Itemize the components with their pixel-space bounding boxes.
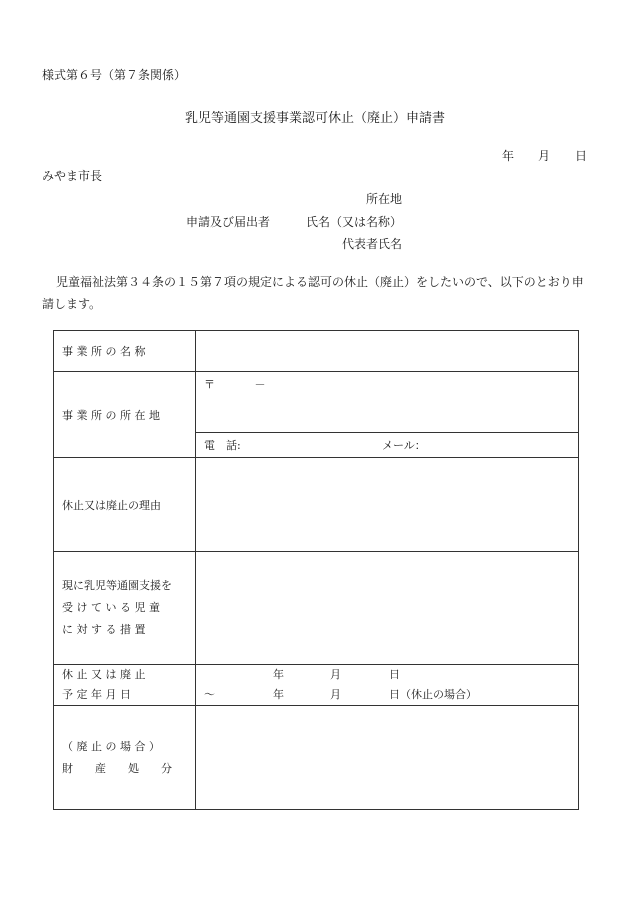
measures-row [54, 552, 579, 665]
applicant-label: 申請及び届出者 [186, 215, 271, 229]
reason-label-cell [54, 458, 196, 552]
reason-input-cell[interactable] [196, 458, 579, 552]
facility-address-label-cell [54, 372, 196, 458]
measures-label-cell [54, 552, 196, 665]
measures-input-cell[interactable] [196, 552, 579, 665]
date-month-label: 月 [538, 149, 551, 163]
reason-row [54, 458, 579, 552]
facility-address-row [54, 372, 579, 433]
document-title: 乳児等通園支援事業認可休止（廃止）申請書 [184, 111, 445, 126]
facility-name-input-cell[interactable] [196, 331, 579, 372]
applicant-representative-label: 代表者氏名 [342, 237, 403, 251]
facility-name-label-cell [54, 331, 196, 372]
applicant-address-label: 所在地 [366, 192, 403, 206]
addressee: みやま市長 [42, 169, 103, 183]
form-number: 様式第６号（第７条関係） [42, 68, 187, 82]
schedule-end-year: 年 [273, 688, 284, 701]
disposal-label-cell [54, 706, 196, 810]
application-form-table [53, 330, 579, 810]
measures-label-line-3: に 対 す る 措 置 [62, 623, 146, 636]
measures-label-line-2: 受 け て い る 児 童 [62, 601, 160, 614]
facility-name-label: 事 業 所 の 名 称 [62, 345, 146, 358]
facility-address-label: 事 業 所 の 所 在 地 [62, 408, 160, 422]
schedule-end-day-note: 日（休止の場合） [389, 688, 477, 701]
measures-label-line-1: 現に乳児等通園支援を [62, 579, 172, 592]
schedule-row [54, 665, 579, 706]
schedule-end-month: 月 [330, 688, 341, 701]
disposal-label-line-2: 財 産 処 分 [62, 761, 172, 775]
schedule-label-cell [54, 665, 196, 706]
contact-input-cell[interactable] [196, 433, 579, 458]
date-day-label: 日 [575, 149, 588, 163]
disposal-input-cell[interactable] [196, 706, 579, 810]
schedule-label-line-1: 休 止 又 は 廃 止 [62, 668, 146, 681]
schedule-label-line-2: 予 定 年 月 日 [62, 688, 131, 701]
disposal-row [54, 706, 579, 810]
disposal-label-line-1: （ 廃 止 の 場 合 ） [62, 739, 160, 753]
schedule-start-year: 年 [273, 668, 284, 681]
email-label: メール： [382, 439, 426, 452]
date-year-label: 年 [502, 149, 515, 163]
facility-address-input-cell[interactable] [196, 372, 579, 433]
schedule-start-month: 月 [330, 668, 341, 681]
schedule-tilde: ～ [204, 688, 215, 701]
schedule-start-day: 日 [389, 668, 400, 681]
reason-label: 休止又は廃止の理由 [62, 498, 161, 512]
postal-mark: 〒 [204, 378, 215, 391]
schedule-start-line [196, 665, 578, 685]
phone-label: 電 話: [204, 439, 241, 452]
facility-name-row [54, 331, 579, 372]
applicant-name-label: 氏名（又は名称） [306, 215, 403, 229]
schedule-end-line [196, 685, 578, 705]
schedule-input-cell[interactable] [196, 665, 579, 706]
application-statement: 児童福祉法第３４条の１５第７項の規定による認可の休止（廃止）をしたいので、以下のとおり申請します。 [42, 275, 584, 311]
postal-dash: － [254, 378, 266, 391]
